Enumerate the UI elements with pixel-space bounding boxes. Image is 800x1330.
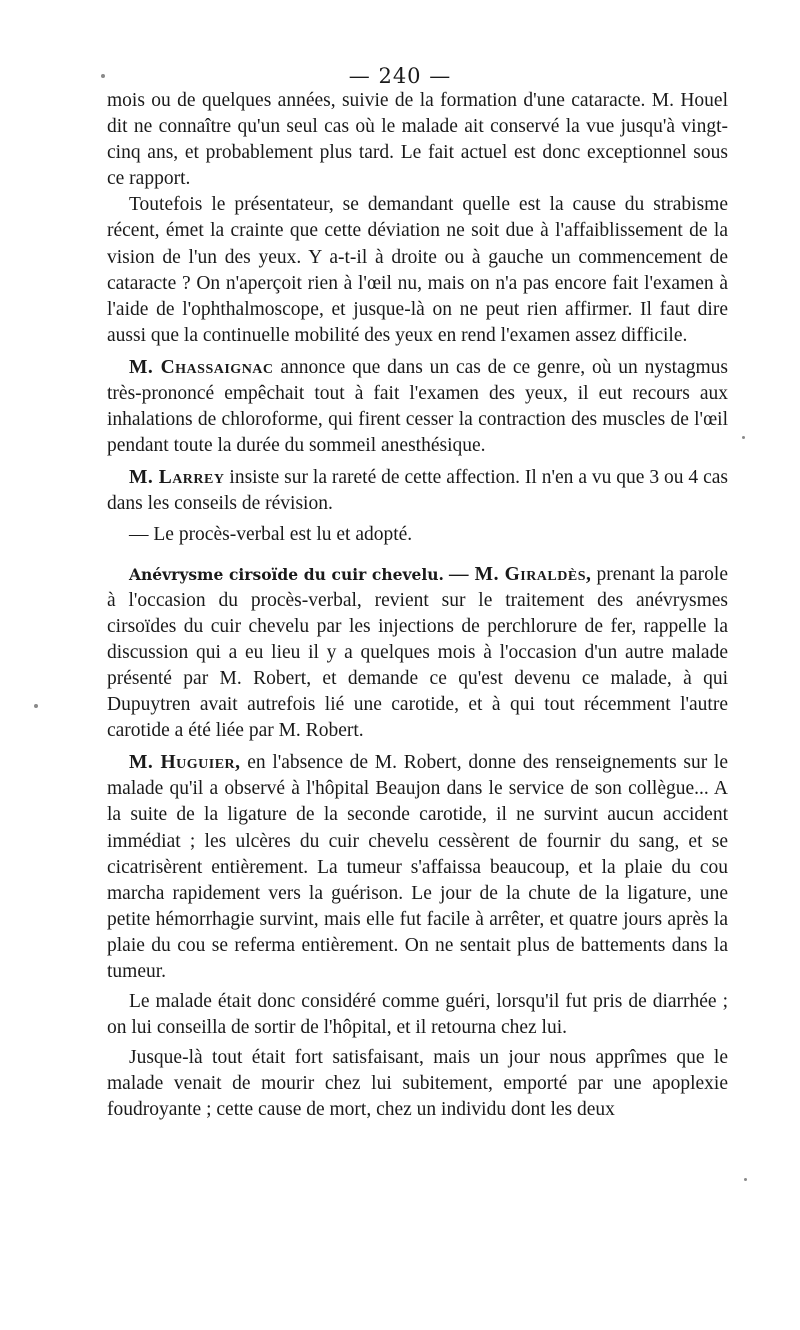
paragraph-1	[107, 88, 728, 192]
paper-speck	[742, 436, 745, 439]
paragraph-6	[107, 562, 728, 745]
paragraph-text: prenant la parole à l'occasion du procès-verbal, revient sur le traitement des anévrysmes cirsoïdes du cuir chevelu par les injections de perchlorure de fer, rappelle la discussion qui a eu lieu il y a quelques mois à l'occasion d'un autre malade présenté par M. Robert, et demande ce qu'est devenu ce malade, à qui Dupuytren avait autrefois lié une carotide, et à qui tout récemment l'autre carotide a été liée par M. Robert.	[107, 563, 728, 742]
speaker-name: M. Chassaignac	[129, 356, 274, 378]
speaker-name: M. Larrey	[129, 467, 225, 489]
paragraph-text: Le malade était donc considéré comme guéri, lorsqu'il fut pris de diarrhée ; on lui conseilla de sortir de l'hôpital, et il retourna chez lui.	[107, 991, 728, 1039]
paragraph-text: insiste sur la rareté de cette affection. Il n'en a vu que 3 ou 4 cas dans les conseils de révision.	[107, 467, 728, 515]
paragraph-4	[107, 465, 728, 517]
paragraph-text: en l'absence de M. Robert, donne des renseignements sur le malade qu'il a observé à l'hôpital Beaujon dans le service de son collègue... A la suite de la ligature de la seconde carotide, il ne survint aucun accident immédiat ; les ulcères du cuir chevelu cessèrent de fournir du sang, et se cicatrisèrent entièrement. La tumeur s'affaissa beaucoup, et la plaie du cou marcha rapidement vers la guérison. Le jour de la chute de la ligature, une petite hémorrhagie survint, mais elle fut facile à arrêter, et quatre jours après la plaie du cou se referma entièrement. On ne sentait plus de battements dans la tumeur.	[107, 752, 728, 982]
paragraph-text: — Le procès-verbal est lu et adopté.	[129, 523, 413, 545]
body-text	[107, 88, 728, 1124]
speaker-name: — M. Giraldès,	[449, 563, 592, 585]
paper-speck	[34, 704, 38, 708]
speaker-name: M. Huguier,	[129, 752, 241, 774]
paragraph-text: mois ou de quelques années, suivie de la formation d'une cataracte. M. Houel dit ne connaître qu'un seul cas où le malade ait conservé la vue jusqu'à vingt-cinq ans, et probablement plus tard. Le fait actuel est donc exceptionnel sous ce rapport.	[107, 90, 728, 190]
paragraph-9	[107, 1045, 728, 1123]
section-heading: Anévrysme cirsoïde du cuir chevelu.	[129, 564, 444, 584]
paragraph-2	[107, 192, 728, 349]
page-number: — 240 —	[348, 64, 452, 88]
paragraph-text: Jusque-là tout était fort satisfaisant, mais un jour nous apprîmes que le malade venait de mourir chez lui subitement, emporté par une apoplexie foudroyante ; cette cause de mort, chez un individu dont les deux	[107, 1047, 728, 1121]
paragraph-7	[107, 750, 728, 985]
paragraph-3	[107, 355, 728, 459]
paper-speck	[101, 74, 105, 78]
paragraph-text: Toutefois le présentateur, se demandant quelle est la cause du strabisme récent, émet la crainte que cette déviation ne soit due à l'affaiblissement de la vision de l'un des yeux. Y a-t-il à droite ou à gauche un commencement de cataracte ? On n'aperçoit rien à l'œil nu, mais on n'a pas encore fait l'examen à l'aide de l'ophthalmoscope, et jusque-là on ne peut rien affirmer. Il faut dire aussi que la continuelle mobilité des yeux en rend l'examen assez difficile.	[107, 194, 728, 346]
paper-speck	[744, 1178, 747, 1181]
paragraph-text: annonce que dans un cas de ce genre, où un nystagmus très-prononcé empêchait tout à fait l'examen des yeux, il eut recours aux inhalations de chloroforme, qui firent cesser la contraction des muscles de l'œil pendant toute la durée du sommeil anesthésique.	[107, 356, 729, 457]
paragraph-5	[107, 522, 728, 548]
paragraph-8	[107, 989, 728, 1041]
